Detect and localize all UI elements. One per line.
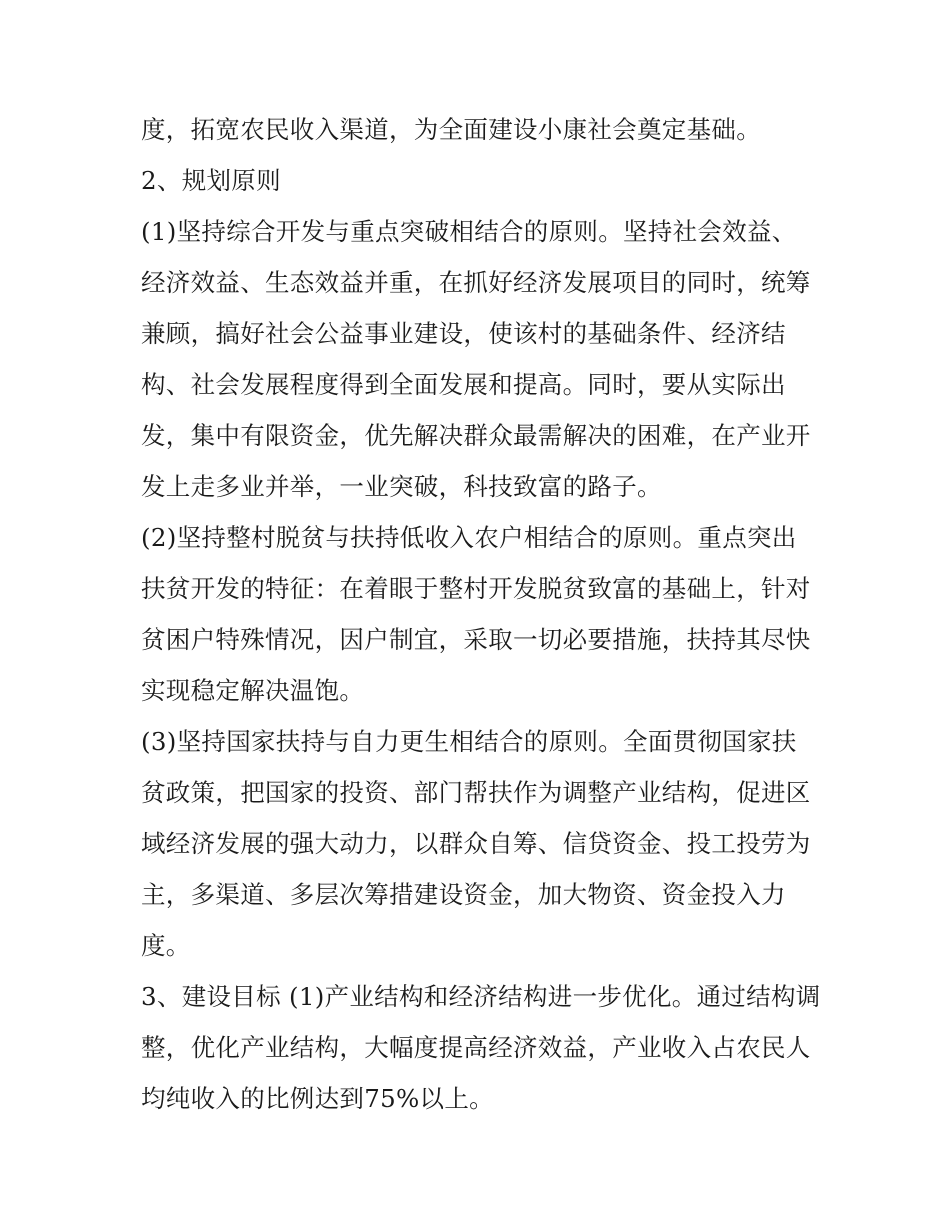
text-line: 经济效益、生态效益并重，在抓好经济发展项目的同时，统筹 — [141, 268, 811, 297]
text-line: 发，集中有限资金，优先解决群众最需解决的困难，在产业开 — [141, 421, 811, 450]
text-line: 均纯收入的比例达到75%以上。 — [141, 1084, 494, 1113]
text-line: 度。 — [141, 931, 191, 960]
text-line: 度，拓宽农民收入渠道，为全面建设小康社会奠定基础。 — [141, 115, 761, 144]
text-line: (3)坚持国家扶持与自力更生相结合的原则。全面贯彻国家扶 — [141, 727, 797, 756]
text-line: 域经济发展的强大动力，以群众自筹、信贷资金、投工投劳为 — [141, 829, 811, 858]
text-line: (2)坚持整村脱贫与扶持低收入农户相结合的原则。重点突出 — [141, 523, 797, 552]
text-line: 构、社会发展程度得到全面发展和提高。同时，要从实际出 — [141, 370, 786, 399]
text-line: (1)坚持综合开发与重点突破相结合的原则。坚持社会效益、 — [141, 217, 797, 246]
text-line: 主，多渠道、多层次筹措建设资金，加大物资、资金投入力 — [141, 880, 786, 909]
text-line: 贫困户特殊情况，因户制宜，采取一切必要措施，扶持其尽快 — [141, 625, 811, 654]
text-line: 3、建设目标 (1)产业结构和经济结构进一步优化。通过结构调 — [141, 982, 821, 1011]
text-line: 整，优化产业结构，大幅度提高经济效益，产业收入占农民人 — [141, 1033, 811, 1062]
text-line: 贫政策，把国家的投资、部门帮扶作为调整产业结构，促进区 — [141, 778, 811, 807]
text-line: 发上走多业并举，一业突破，科技致富的路子。 — [141, 472, 662, 501]
text-line: 扶贫开发的特征：在着眼于整村开发脱贫致富的基础上，针对 — [141, 574, 811, 603]
text-line: 兼顾，搞好社会公益事业建设，使该村的基础条件、经济结 — [141, 319, 786, 348]
text-line: 实现稳定解决温饱。 — [141, 676, 365, 705]
section-heading: 2、规划原则 — [141, 166, 281, 195]
